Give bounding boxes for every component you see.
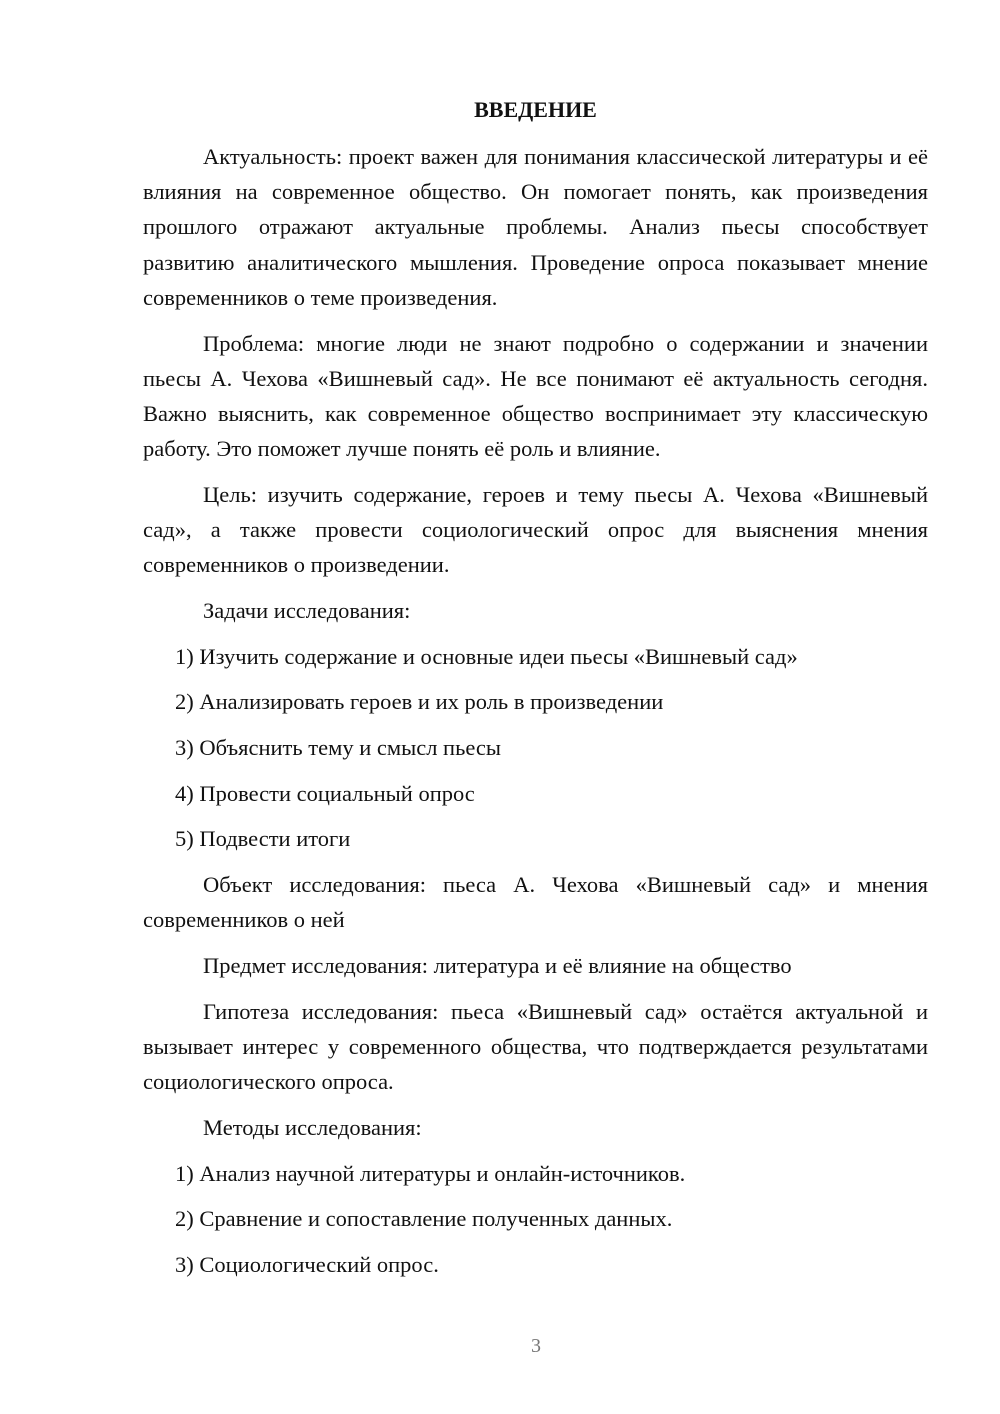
- list-item: 2) Сравнение и сопоставление полученных данных.: [175, 1206, 673, 1232]
- methods-heading: Методы исследования:: [203, 1114, 422, 1140]
- methods-list: [143, 1156, 928, 1283]
- page-title: ВВЕДЕНИЕ: [474, 97, 597, 122]
- list-item: 3) Объяснить тему и смысл пьесы: [175, 735, 502, 761]
- paragraph-goal: Цель: изучить содержание, героев и тему пьесы А. Чехова «Вишневый сад», а также провести социологический опрос для выяснения мнения современников о произведении.: [143, 481, 928, 578]
- list-item: 4) Провести социальный опрос: [175, 780, 475, 806]
- tasks-list: [143, 639, 928, 857]
- paragraph-subject: Предмет исследования: литература и её влияние на общество: [203, 953, 792, 979]
- list-item: 3) Социологический опрос.: [175, 1251, 439, 1277]
- paragraph-hypothesis: Гипотеза исследования: пьеса «Вишневый сад» остаётся актуальной и вызывает интерес у современного общества, что подтверждается результатами социологического опроса.: [143, 998, 928, 1095]
- paragraph-problem: Проблема: многие люди не знают подробно о содержании и значении пьесы А. Чехова «Вишневый сад». Не все понимают её актуальность сегодня. Важно выяснить, как современное общество воспринимает эту классическую работу. Это поможет лучше понять её роль и влияние.: [143, 330, 928, 462]
- list-item: 5) Подвести итоги: [175, 826, 351, 852]
- paragraph-object: Объект исследования: пьеса А. Чехова «Вишневый сад» и мнения современников о ней: [143, 872, 928, 933]
- page-content: [143, 95, 928, 1293]
- page-number: 3: [531, 1335, 541, 1357]
- list-item: 1) Изучить содержание и основные идеи пьесы «Вишневый сад»: [175, 643, 798, 669]
- paragraph-relevance: Актуальность: проект важен для понимания классической литературы и её влияния на современное общество. Он помогает понять, как произведения прошлого отражают актуальные проблемы. Анализ пьесы способствует развитию аналитического мышления. Проведение опроса показывает мнение современников о теме произведения.: [143, 144, 928, 310]
- list-item: 2) Анализировать героев и их роль в произведении: [175, 689, 664, 715]
- list-item: 1) Анализ научной литературы и онлайн-источников.: [175, 1160, 686, 1186]
- tasks-heading: Задачи исследования:: [203, 597, 411, 623]
